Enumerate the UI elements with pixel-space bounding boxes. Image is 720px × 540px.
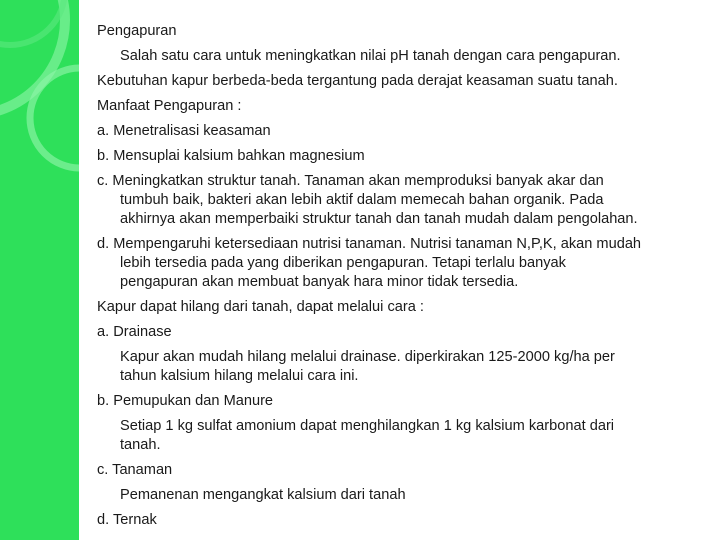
benefit-a: a. Menetralisasi keasaman — [97, 123, 271, 139]
loss-heading: Kapur dapat hilang dari tanah, dapat melalui cara : — [97, 299, 424, 315]
loss-b-desc-line-1: Setiap 1 kg sulfat amonium dapat menghilangkan 1 kg kalsium karbonat dari — [120, 418, 615, 434]
benefit-d-line-2: lebih tersedia pada yang diberikan pengapuran. Tetapi terlalu banyak — [120, 255, 566, 271]
loss-d: d. Ternak — [97, 512, 157, 528]
benefit-c-line-3: akhirnya akan memperbaiki struktur tanah dan tanah mudah dalam pengolahan. — [120, 211, 638, 227]
benefit-d-line-1: d. Mempengaruhi ketersediaan nutrisi tanaman. Nutrisi tanaman N,P,K, akan mudah — [97, 236, 642, 252]
decorative-green-band — [0, 0, 79, 540]
decorative-circles — [0, 0, 79, 540]
loss-a-desc-line-2: tahun kalsium hilang melalui cara ini. — [120, 368, 359, 384]
loss-a-desc-line-1: Kapur akan mudah hilang melalui drainase. diperkirakan 125-2000 kg/ha per — [120, 349, 615, 365]
loss-c: c. Tanaman — [97, 462, 173, 478]
benefit-c-line-2: tumbuh baik, bakteri akan lebih aktif dalam memecah bahan organik. Pada — [120, 192, 604, 208]
loss-b-desc-line-2: tanah. — [120, 437, 161, 453]
benefit-d-line-3: pengapuran akan membuat banyak hara minor tidak tersedia. — [120, 274, 519, 290]
need-text: Kebutuhan kapur berbeda-beda tergantung pada derajat keasaman suatu tanah. — [97, 73, 618, 89]
benefits-heading: Manfaat Pengapuran : — [97, 98, 242, 114]
slide-title: Pengapuran — [97, 23, 177, 39]
benefit-c-line-1: c. Meningkatkan struktur tanah. Tanaman akan memproduksi banyak akar dan — [97, 173, 604, 189]
loss-b: b. Pemupukan dan Manure — [97, 393, 274, 409]
intro-text: Salah satu cara untuk meningkatkan nilai pH tanah dengan cara pengapuran. — [120, 48, 621, 64]
benefit-b: b. Mensuplai kalsium bahkan magnesium — [97, 148, 365, 164]
loss-a: a. Drainase — [97, 324, 172, 340]
loss-c-desc: Pemanenan mengangkat kalsium dari tanah — [120, 487, 406, 503]
